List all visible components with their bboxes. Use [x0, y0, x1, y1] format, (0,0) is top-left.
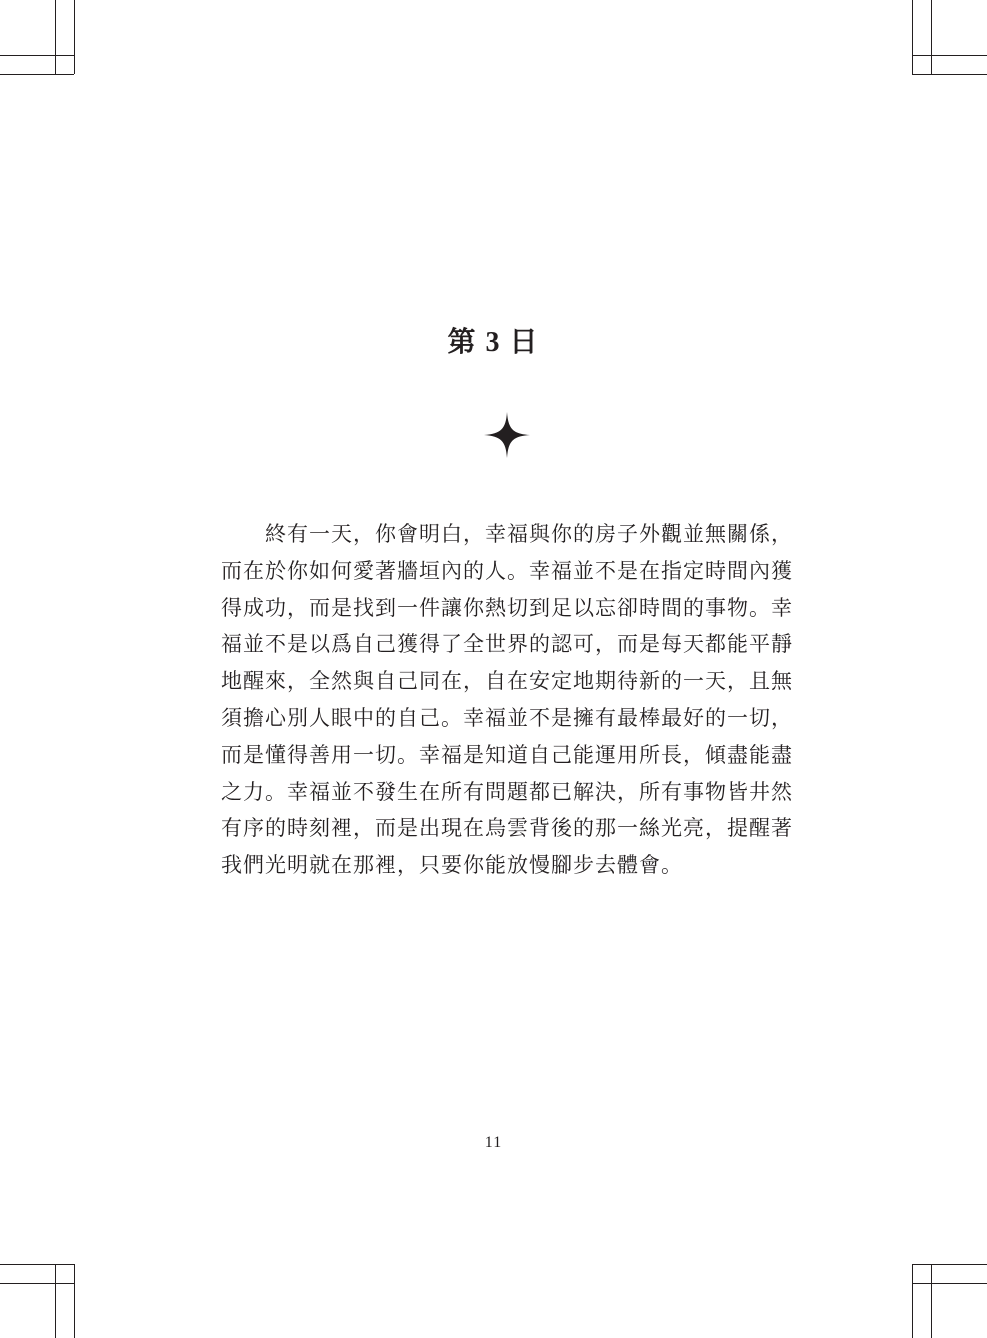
crop-mark-bottom-left-horizontal-inner	[0, 1264, 74, 1265]
paragraph-line: 終有一天，你會明白，幸福與你的房子外觀並無關係，	[265, 522, 793, 546]
paragraph-line: 而在於你如何愛著牆垣內的人。幸福並不是在指定時間內獲	[221, 558, 793, 583]
chapter-number: 3	[485, 327, 502, 358]
page-number: 11	[484, 1134, 503, 1151]
crop-mark-bottom-right-vertical-inner	[912, 1264, 913, 1338]
crop-mark-top-left-vertical-outer	[55, 0, 56, 74]
crop-mark-bottom-right-vertical-outer	[931, 1264, 932, 1338]
crop-mark-bottom-left-vertical-inner	[74, 1264, 75, 1338]
paragraph-line: 之力。幸福並不發生在所有問題都已解決，所有事物皆井然	[221, 779, 793, 804]
crop-mark-top-right-horizontal-inner	[912, 74, 987, 75]
crop-mark-bottom-left-horizontal-outer	[0, 1283, 74, 1284]
paragraph-line: 我們光明就在那裡，只要你能放慢腳步去體會。	[221, 853, 683, 878]
crop-mark-bottom-left-vertical-outer	[55, 1264, 56, 1338]
crop-mark-top-right-horizontal-outer	[912, 55, 987, 56]
crop-mark-top-left-horizontal-inner	[0, 74, 74, 75]
crop-mark-top-right-vertical-inner	[912, 0, 913, 74]
four-point-star-icon	[484, 412, 530, 458]
chapter-title	[0, 322, 987, 363]
crop-mark-bottom-right-horizontal-inner	[912, 1264, 987, 1265]
crop-mark-top-left-vertical-inner	[74, 0, 75, 74]
paragraph-line: 地醒來，全然與自己同在，自在安定地期待新的一天，且無	[221, 669, 793, 694]
crop-mark-top-left-horizontal-outer	[0, 55, 74, 56]
paragraph-line: 得成功，而是找到一件讓你熱切到足以忘卻時間的事物。幸	[221, 595, 793, 620]
body-paragraph	[221, 516, 801, 884]
chapter-title-suffix: 日	[509, 325, 540, 358]
paragraph-line: 有序的時刻裡，而是出現在烏雲背後的那一絲光亮，提醒著	[221, 816, 793, 841]
chapter-title-prefix: 第	[447, 325, 478, 358]
crop-mark-bottom-right-horizontal-outer	[912, 1283, 987, 1284]
paragraph-line: 而是懂得善用一切。幸福是知道自己能運用所長，傾盡能盡	[221, 742, 793, 767]
paragraph-line: 須擔心別人眼中的自己。幸福並不是擁有最棒最好的一切，	[221, 705, 793, 730]
paragraph-line: 福並不是以爲自己獲得了全世界的認可，而是每天都能平靜	[221, 632, 793, 657]
crop-mark-top-right-vertical-outer	[931, 0, 932, 74]
